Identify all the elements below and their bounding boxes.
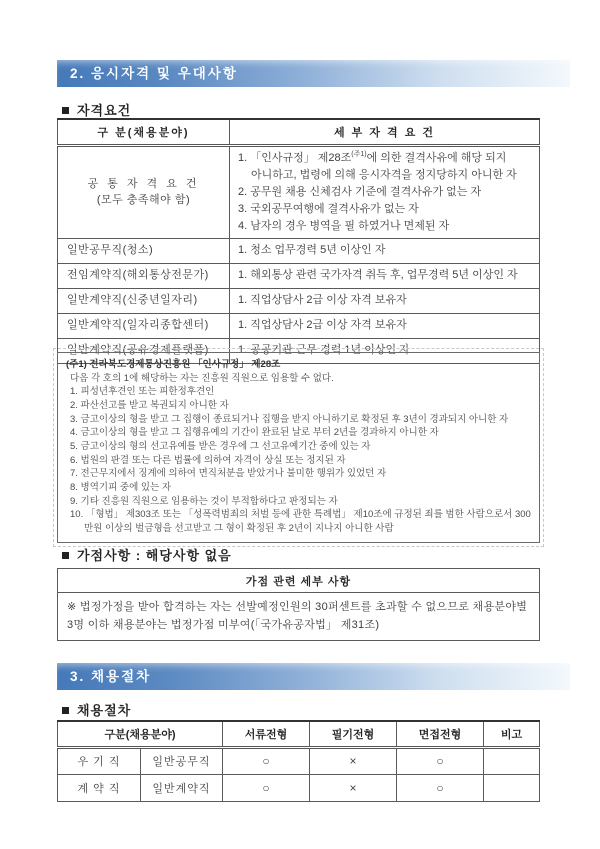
common-req-1 [238,150,531,184]
category-cell: 일반계약직(신중년일자리) [58,288,230,313]
procedure-type-cell: 우 기 직 [58,747,141,774]
footnote-intro: 다음 각 호의 1에 해당하는 자는 진흥원 직원으로 임용할 수 없다. [70,372,334,384]
footnote-item: 8. 병역기피 중에 있는 자 [70,482,172,494]
footnote-item: 1. 피성년후견인 또는 피한정후견인 [70,386,215,398]
footnote-item: 3. 금고이상의 형을 받고 그 집행이 종료되거나 집행을 받지 아니하기로 확정된 후 3년이 경과되지 아니한 자 [70,413,509,425]
common-req-1-cont: 아니하고, 법령에 의해 응시자격을 정지당하지 아니한 자 [251,168,517,181]
procedure-written-mark: × [310,747,397,774]
procedure-note-cell [484,774,540,801]
procedure-written-mark: × [310,774,397,801]
requirement-cell: 1. 직업상담사 2급 이상 자격 보유자 [230,313,540,338]
section-2-title: 2. 응시자격 및 우대사항 [70,66,238,81]
bonus-table-body-text: ※ 법정가정을 받아 합격하는 자는 선발예정인원의 30퍼센트를 초과할 수 없으므로 채용분야별 3명 이하 채용분야는 법정가점 미부여(「국가유공자법」 제31조) [58,593,540,641]
table-row [58,238,540,263]
common-qualification-label-cell [58,145,230,238]
requirement-cell: 1. 해외통상 관련 국가자격 취득 후, 업무경력 5년 이상인 자 [230,263,540,288]
requirement-cell: 1. 직업상담사 2급 이상 자격 보유자 [230,288,540,313]
table-row [58,263,540,288]
procedure-row [58,774,540,801]
procedure-table-header-row [58,721,540,747]
category-cell: 일반계약직(일자리종합센터) [58,313,230,338]
procedure-doc-mark: ○ [223,774,310,801]
common-req-4: 4. 남자의 경우 병역을 필 하였거나 면제된 자 [238,219,450,232]
qualification-heading [62,100,131,119]
bullet-square-icon [62,707,69,714]
procedure-note-cell [484,747,540,774]
category-cell: 일반계약직(공유경제플랫폼) [58,338,230,363]
footnote-title: (주1) 전라북도경제통상진흥원 「인사규정」 제28조 [66,359,281,370]
section-2-header [57,60,570,87]
bonus-table-header-row [58,569,540,593]
bonus-table-body-row [58,593,540,641]
common-req-1-pre: 1. 「인사규정」 제28조 [238,151,352,164]
requirement-cell: 1. 청소 업무경력 5년 이상인 자 [230,238,540,263]
common-req-1-post: 에 의한 결격사유에 해당 되지 [366,151,507,164]
bonus-table-header: 가점 관련 세부 사항 [58,569,540,593]
qualification-col-detail-header: 세 부 자 격 요 건 [230,119,540,145]
procedure-heading-label: 채용절차 [77,703,132,718]
table-row [58,288,540,313]
footnote-item: 2. 파산선고를 받고 복권되지 아니한 자 [70,400,229,412]
common-qualification-detail-cell [230,145,540,238]
footnote-item: 7. 전근무지에서 징계에 의하여 면직처분을 받았거나 불미한 행위가 있었던 자 [70,468,387,480]
common-req-2: 2. 공무원 채용 신체검사 기준에 결격사유가 없는 자 [238,185,482,198]
note-reference-superscript: (주1) [351,150,367,158]
procedure-doc-mark: ○ [223,747,310,774]
footnote-item: 10. 「형법」 제303조 또는 「성폭력범죄의 처벌 등에 관한 특례법」 제10조에 규정된 죄를 범한 사람으로서 300만원 이상의 벌금형을 선고받고 그 형이 확정된 후 2년이 지나지 아니한 사람 [70,509,531,535]
procedure-col-written-header: 필기전형 [310,721,397,747]
bonus-detail-table [57,568,540,641]
common-req-3: 3. 국외공무여행에 결격사유가 없는 자 [238,202,419,215]
section-3-header [57,663,570,690]
category-cell: 일반공무직(청소) [58,238,230,263]
bonus-heading [62,545,232,564]
procedure-row [58,747,540,774]
procedure-col-doc-header: 서류전형 [223,721,310,747]
procedure-interview-mark: ○ [397,747,484,774]
qualification-table [57,118,540,364]
procedure-col-category-header: 구분(채용분야) [58,721,223,747]
requirement-cell: 1. 공공기관 근무 경력 1년 이상인 자 [230,338,540,363]
footnote-item: 6. 법원의 판결 또는 다른 법률에 의하여 자격이 상실 또는 정지된 자 [70,454,346,466]
footnote-box [57,352,540,543]
qualification-heading-label: 자격요건 [77,103,132,118]
procedure-type-cell: 계 약 직 [58,774,141,801]
section-3-title: 3. 채용절차 [70,669,152,684]
procedure-heading [62,700,131,719]
common-label-line2: (모두 충족해야 함) [96,194,191,207]
procedure-field-cell: 일반공무직 [141,747,223,774]
footnote-item: 5. 금고이상의 형의 선고유예를 받은 경우에 그 선고유예기간 중에 있는 자 [70,441,371,453]
footnote-item: 4. 금고이상의 형을 받고 그 집행유예의 기간이 완료된 날로 부터 2년을 경과하지 아니한 자 [70,427,439,439]
table-row [58,313,540,338]
bullet-square-icon [62,107,69,114]
common-label-line1: 공 통 자 격 요 건 [87,177,200,190]
footnote-item: 9. 기타 진흥원 직원으로 임용하는 것이 부적합하다고 판정되는 자 [70,495,338,507]
bullet-square-icon [62,552,69,559]
qualification-col-category-header: 구 분(채용분야) [58,119,230,145]
procedure-field-cell: 일반계약직 [141,774,223,801]
qualification-table-header-row [58,119,540,145]
table-row-common [58,145,540,238]
category-cell: 전임계약직(해외통상전문가) [58,263,230,288]
bonus-heading-label: 가점사항 : 해당사항 없음 [77,548,232,563]
procedure-interview-mark: ○ [397,774,484,801]
procedure-col-interview-header: 면접전형 [397,721,484,747]
procedure-table [57,720,540,802]
procedure-col-note-header: 비고 [484,721,540,747]
